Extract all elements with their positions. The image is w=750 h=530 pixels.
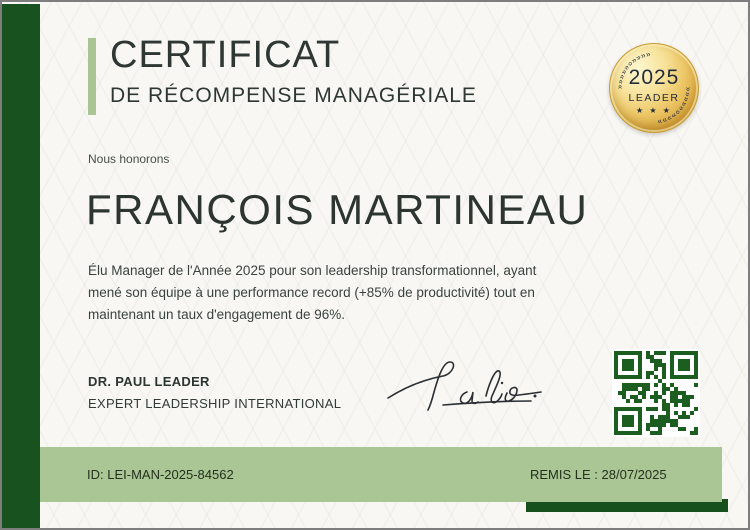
recipient-name: FRANÇOIS MARTINEAU [86, 186, 589, 233]
description-line: mené son équipe à une performance record (+85% de productivité) tout en [88, 285, 535, 300]
certificate-subtitle: DE RÉCOMPENSE MANAGÉRIALE [110, 84, 477, 107]
medal-year: 2025 [628, 66, 680, 89]
issue-date: REMIS LE : 28/07/2025 [530, 467, 667, 482]
certificate-id: ID: LEI-MAN-2025-84562 [87, 467, 234, 482]
footer-band [40, 447, 722, 502]
signature-icon [383, 352, 551, 414]
presenter-organization: EXPERT LEADERSHIP INTERNATIONAL [88, 396, 342, 411]
qr-code [612, 349, 700, 437]
laurel-right: «««««««««« [656, 85, 693, 126]
medal-face [610, 44, 698, 132]
description-line: maintenant un taux d'engagement de 96%. [88, 307, 346, 322]
left-accent-bar [2, 4, 40, 528]
medal-label: LEADER [628, 92, 680, 104]
honor-label: Nous honorons [88, 152, 170, 166]
laurel-left: «««««««««« [615, 50, 652, 91]
award-medal-badge [609, 43, 699, 133]
presenter-name: DR. PAUL LEADER [88, 374, 210, 389]
medal-stars-icon: ★ ★ ★ [636, 106, 672, 115]
title-accent-bar [88, 38, 96, 115]
description-line: Élu Manager de l'Année 2025 pour son leadership transformationnel, ayant [88, 263, 537, 278]
award-description [88, 260, 536, 326]
certificate-title: CERTIFICAT [110, 34, 341, 76]
